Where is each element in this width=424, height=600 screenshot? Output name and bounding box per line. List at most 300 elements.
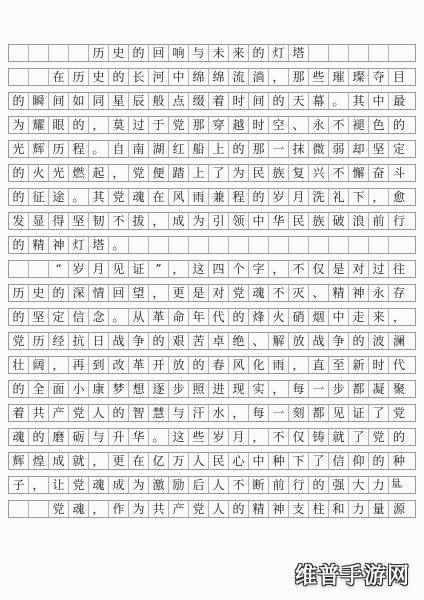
grid-cell: 踏 (169, 165, 189, 181)
grid-cell: 慧 (149, 405, 169, 421)
grid-cell: 洗 (309, 189, 329, 205)
grid-cell: 不 (269, 429, 289, 445)
grid-cell: 量。 (391, 479, 407, 490)
grid-cell: 现 (229, 381, 249, 397)
grid-cell (9, 501, 29, 517)
grid-cell: 起 (89, 165, 109, 181)
grid-cell: 间 (249, 93, 269, 109)
grid-cell: 一 (269, 405, 289, 421)
grid-cell: 是 (329, 261, 349, 277)
grid-cell: 时 (229, 93, 249, 109)
grid-cell: 风 (229, 357, 249, 373)
grid-cell: 的 (129, 45, 149, 61)
text-row (8, 404, 416, 422)
grid-cell: 梦 (109, 381, 129, 397)
grid-cell: 种 (392, 454, 405, 468)
grid-cell: 的 (229, 141, 249, 157)
grid-cell: 党 (369, 429, 389, 445)
grid-cell: 中 (169, 69, 189, 85)
grid-cell: 硝 (289, 309, 309, 325)
grid-cell (9, 69, 29, 85)
grid-cell: 便 (149, 165, 169, 181)
grid-cell: 和 (329, 501, 349, 517)
grid-cell: ， (229, 405, 249, 421)
grid-cell: 。 (329, 93, 349, 109)
text-row (8, 476, 416, 494)
grid-cell: 信 (69, 309, 89, 325)
grid-cell: 心 (229, 453, 249, 469)
grid-cell: 再 (69, 357, 89, 373)
grid-cell (389, 237, 409, 253)
grid-cell: 于 (149, 117, 169, 133)
grid-cell: 红 (169, 141, 189, 157)
grid-cell: 代 (392, 358, 405, 372)
grid-cell (269, 237, 289, 253)
text-row (8, 332, 416, 350)
grid-cell: ， (269, 261, 289, 277)
grid-cell: 却 (349, 141, 369, 157)
grid-cell: 仰 (349, 453, 369, 469)
grid-cell: 神 (349, 285, 369, 301)
grid-cell: 对 (209, 285, 229, 301)
grid-cell: 魂 (129, 189, 149, 205)
grid-cell: 历 (69, 69, 89, 85)
grid-cell: 汗 (189, 405, 209, 421)
grid-cell: ， (89, 117, 109, 133)
text-row (8, 188, 416, 206)
grid-cell: 那 (189, 117, 209, 133)
grid-cell: 断 (249, 477, 269, 493)
grid-cell: 不 (109, 213, 129, 229)
grid-cell: 湖 (149, 141, 169, 157)
grid-cell: 的 (69, 117, 89, 133)
grid-cell: 年 (189, 309, 209, 325)
text-row (8, 452, 416, 470)
grid-cell: 康 (89, 381, 109, 397)
grid-cell: 目 (392, 70, 405, 84)
grid-cell: 人 (209, 477, 229, 493)
grid-cell: 力 (369, 477, 389, 493)
grid-cell: 上 (209, 141, 229, 157)
grid-cell (129, 237, 149, 253)
grid-cell: 光 (9, 141, 29, 157)
grid-cell: 自 (109, 141, 129, 157)
grid-cell (29, 261, 49, 277)
grid-cell: 塔 (89, 237, 109, 253)
grid-cell: 党 (229, 285, 249, 301)
grid-cell: 的 (9, 165, 29, 181)
grid-cell (209, 237, 229, 253)
grid-cell: 了 (209, 165, 229, 181)
grid-cell: 、 (309, 285, 329, 301)
grid-cell: 见 (329, 405, 349, 421)
grid-cell: 党 (169, 117, 189, 133)
grid-cell: 一 (269, 141, 289, 157)
grid-cell: 了 (309, 453, 329, 469)
grid-cell (329, 237, 349, 253)
grid-cell: 兴 (309, 165, 329, 181)
grid-cell (349, 237, 369, 253)
grid-cell: 不 (329, 165, 349, 181)
grid-cell: 成 (109, 477, 129, 493)
grid-cell: 风 (169, 189, 189, 205)
grid-cell: 穿 (209, 117, 229, 133)
grid-cell: 坚 (29, 309, 49, 325)
grid-cell: 万 (169, 453, 189, 469)
grid-cell: 产 (169, 501, 189, 517)
grid-cell (29, 69, 49, 85)
grid-cell: 火 (269, 309, 289, 325)
grid-cell: 到 (89, 357, 109, 373)
grid-cell: 战 (309, 333, 329, 349)
grid-cell: 魂 (249, 285, 269, 301)
grid-cell: 信 (329, 453, 349, 469)
grid-cell: 澜 (392, 334, 405, 348)
grid-cell: ， (392, 310, 405, 324)
text-row (8, 428, 416, 446)
manuscript-grid (8, 44, 416, 524)
grid-cell: 了 (349, 429, 369, 445)
grid-cell: 魂 (9, 429, 29, 445)
grid-cell: 革 (129, 357, 149, 373)
grid-cell: 光 (49, 165, 69, 181)
grid-cell: 瞬 (29, 93, 49, 109)
grid-cell: 为 (129, 477, 149, 493)
grid-cell: 了 (369, 405, 389, 421)
grid-cell: 弱 (329, 141, 349, 157)
grid-cell (9, 261, 29, 277)
grid-cell: 的 (189, 357, 209, 373)
grid-cell: 史 (29, 285, 49, 301)
grid-cell: 人 (209, 501, 229, 517)
grid-cell: 阔 (29, 357, 49, 373)
grid-cell: 日 (89, 333, 109, 349)
grid-cell: 证 (129, 261, 149, 277)
grid-cell: 南 (129, 141, 149, 157)
grid-cell (349, 45, 369, 61)
grid-cell: 如 (69, 93, 89, 109)
grid-cell: 深 (69, 285, 89, 301)
grid-cell (149, 237, 169, 253)
grid-cell: 子 (9, 477, 29, 493)
grid-cell: 船 (189, 141, 209, 157)
grid-cell: 过 (129, 117, 149, 133)
text-row (8, 500, 416, 518)
grid-cell: 空 (269, 117, 289, 133)
grid-cell: ， (49, 357, 69, 373)
grid-cell (229, 237, 249, 253)
grid-cell: 族 (269, 165, 289, 181)
grid-cell: 的 (9, 381, 29, 397)
grid-cell: 流 (229, 69, 249, 85)
grid-cell: 是 (189, 285, 209, 301)
grid-cell: 魂 (69, 501, 89, 517)
grid-cell: 化 (249, 357, 269, 373)
text-row (8, 116, 416, 134)
grid-cell: 精 (329, 285, 349, 301)
grid-cell (69, 45, 89, 61)
grid-cell: 般 (149, 93, 169, 109)
grid-cell: 间 (49, 93, 69, 109)
grid-cell: ， (269, 381, 289, 397)
grid-cell: 绝 (229, 333, 249, 349)
grid-cell: 前 (269, 477, 289, 493)
grid-cell: 破 (329, 213, 349, 229)
grid-cell: 仅 (309, 261, 329, 277)
text-row (8, 380, 416, 398)
grid-cell: 精 (249, 501, 269, 517)
grid-cell: 党 (129, 165, 149, 181)
grid-cell: 族 (309, 213, 329, 229)
grid-cell: 最 (392, 94, 405, 108)
grid-cell: 辉 (29, 141, 49, 157)
site-watermark: 维普手游网 (294, 564, 410, 589)
grid-cell (329, 45, 349, 61)
grid-cell: 党 (69, 405, 89, 421)
grid-cell (309, 237, 329, 253)
grid-cell: 走 (349, 309, 369, 325)
grid-cell: 。 (89, 141, 109, 157)
grid-cell (29, 45, 49, 61)
grid-cell: 字 (249, 261, 269, 277)
grid-cell: 在 (129, 453, 149, 469)
grid-cell: 历 (89, 45, 109, 61)
grid-cell: 波 (369, 333, 389, 349)
grid-cell: 情 (89, 285, 109, 301)
grid-cell: 力 (349, 501, 369, 517)
grid-cell: 引 (209, 213, 229, 229)
grid-cell: 艰 (169, 333, 189, 349)
grid-cell: 至 (329, 357, 349, 373)
grid-cell: 量 (369, 501, 389, 517)
grid-cell: 升 (109, 429, 129, 445)
grid-cell: 争 (329, 333, 349, 349)
grid-cell: 卓 (209, 333, 229, 349)
text-row (8, 140, 416, 158)
grid-cell: ， (149, 213, 169, 229)
grid-cell: 成 (169, 213, 189, 229)
grid-cell: 人 (189, 453, 209, 469)
grid-cell: 为 (9, 117, 29, 133)
grid-cell: 璨 (349, 69, 369, 85)
title-row (8, 44, 416, 62)
grid-cell: 证 (349, 405, 369, 421)
grid-cell: 聚 (392, 382, 405, 396)
grid-cell: 同 (89, 93, 109, 109)
grid-cell: 支 (289, 501, 309, 517)
grid-cell: 四 (209, 261, 229, 277)
grid-cell: ， (89, 501, 109, 517)
grid-cell: 都 (309, 405, 329, 421)
grid-cell: 念 (89, 309, 109, 325)
grid-cell (29, 501, 49, 517)
grid-cell: 砺 (69, 429, 89, 445)
grid-cell: 着 (209, 93, 229, 109)
grid-cell: 兼 (209, 189, 229, 205)
grid-cell: 的 (49, 285, 69, 301)
grid-cell (369, 237, 389, 253)
grid-cell: 其 (349, 93, 369, 109)
grid-cell: 。 (109, 309, 129, 325)
grid-cell: 抹 (289, 141, 309, 157)
grid-cell: 这 (189, 261, 209, 277)
grid-cell: ， (169, 261, 189, 277)
grid-cell: 辰 (129, 93, 149, 109)
grid-cell: 灭 (289, 285, 309, 301)
grid-cell: 煌 (29, 453, 49, 469)
grid-cell: 的 (29, 429, 49, 445)
grid-cell: 与 (169, 405, 189, 421)
grid-cell: 月 (289, 189, 309, 205)
grid-cell: 的 (249, 189, 269, 205)
grid-cell: 回 (149, 45, 169, 61)
grid-cell: 民 (209, 453, 229, 469)
grid-cell: 塔 (289, 45, 309, 61)
grid-cell (249, 237, 269, 253)
grid-cell: 步 (329, 381, 349, 397)
grid-cell: 中 (329, 309, 349, 325)
grid-cell: 共 (29, 405, 49, 421)
grid-cell: 逐 (149, 381, 169, 397)
grid-cell: 火 (29, 165, 49, 181)
grid-cell: 得 (49, 213, 69, 229)
grid-cell: 前 (369, 213, 389, 229)
text-row (8, 164, 416, 182)
grid-cell: 的 (149, 333, 169, 349)
grid-cell: 岁 (209, 429, 229, 445)
grid-cell: 步 (169, 381, 189, 397)
grid-cell: 星 (109, 93, 129, 109)
grid-cell: 下 (289, 453, 309, 469)
grid-cell: 雨 (189, 189, 209, 205)
grid-cell: 莫 (109, 117, 129, 133)
grid-cell: 斗 (392, 166, 405, 180)
grid-cell: 党 (49, 501, 69, 517)
grid-cell: 为 (129, 501, 149, 517)
grid-cell: 时 (249, 117, 269, 133)
grid-cell: ” (149, 261, 169, 277)
grid-cell: 礼 (329, 189, 349, 205)
grid-cell: 历 (9, 285, 29, 301)
grid-cell: 回 (109, 285, 129, 301)
grid-cell: 不 (289, 261, 309, 277)
grid-cell: 、 (289, 117, 309, 133)
grid-cell: 开 (149, 357, 169, 373)
grid-cell: 坚 (69, 213, 89, 229)
grid-cell (169, 237, 189, 253)
grid-cell: 过 (369, 261, 389, 277)
grid-cell (9, 45, 29, 61)
grid-cell: 励 (169, 477, 189, 493)
grid-cell: 凝 (369, 381, 389, 397)
grid-cell: 想 (129, 381, 149, 397)
grid-cell: 中 (369, 93, 389, 109)
grid-cell: 史 (89, 69, 109, 85)
grid-cell (189, 237, 209, 253)
grid-cell: 雨 (269, 357, 289, 373)
grid-cell: 亿 (149, 453, 169, 469)
grid-cell: 柱 (309, 501, 329, 517)
grid-cell: 与 (189, 45, 209, 61)
grid-cell: 些 (189, 429, 209, 445)
grid-cell: 。 (149, 429, 169, 445)
grid-cell: 领 (229, 213, 249, 229)
grid-cell: 改 (109, 357, 129, 373)
grid-cell: 就 (329, 429, 349, 445)
grid-cell: 战 (109, 333, 129, 349)
grid-cell: 后 (189, 477, 209, 493)
text-row (8, 68, 416, 86)
grid-cell: 民 (249, 165, 269, 181)
grid-cell: 永 (309, 117, 329, 133)
grid-cell: 解 (269, 333, 289, 349)
grid-cell: ， (249, 429, 269, 445)
grid-cell: 辉 (9, 453, 29, 469)
grid-cell: 淌 (249, 69, 269, 85)
grid-cell: 微 (309, 141, 329, 157)
grid-cell: 懈 (349, 165, 369, 181)
grid-cell: ， (269, 69, 289, 85)
grid-cell: 刻 (289, 405, 309, 421)
grid-cell: 见 (109, 261, 129, 277)
grid-cell: 定 (49, 309, 69, 325)
grid-cell: 在 (49, 69, 69, 85)
grid-cell: 从 (129, 309, 149, 325)
grid-cell: 褪 (349, 117, 369, 133)
grid-cell: 。 (109, 237, 129, 253)
grid-cell: 往 (392, 262, 405, 276)
grid-cell: 党 (109, 189, 129, 205)
grid-cell: 神 (269, 501, 289, 517)
grid-cell: 的 (369, 453, 389, 469)
grid-cell: 不 (229, 477, 249, 493)
grid-cell: ， (109, 165, 129, 181)
grid-cell: 小 (69, 381, 89, 397)
grid-cell: 灯 (69, 237, 89, 253)
grid-cell: 面 (49, 381, 69, 397)
grid-cell: 那 (249, 141, 269, 157)
grid-cell: 磨 (49, 429, 69, 445)
grid-cell: 进 (209, 381, 229, 397)
grid-cell: 的 (229, 309, 249, 325)
grid-cell: 的 (269, 93, 289, 109)
grid-cell: 幕 (309, 93, 329, 109)
grid-cell: 革 (149, 309, 169, 325)
grid-cell: 照 (189, 381, 209, 397)
grid-cell: 精 (29, 237, 49, 253)
grid-cell: 永 (369, 285, 389, 301)
grid-cell: 华 (129, 429, 149, 445)
grid-cell: 源 (392, 502, 405, 516)
text-row (8, 260, 416, 278)
grid-cell: 夺 (369, 69, 389, 85)
grid-cell: 历 (29, 333, 49, 349)
grid-cell: 作 (109, 501, 129, 517)
grid-cell: 程 (69, 141, 89, 157)
grid-cell: 春 (209, 357, 229, 373)
grid-cell: 种 (269, 453, 289, 469)
grid-cell: 绵 (209, 69, 229, 85)
grid-cell: 经 (49, 333, 69, 349)
grid-cell: 韧 (89, 213, 109, 229)
grid-cell: 灯 (269, 45, 289, 61)
grid-cell: 都 (349, 381, 369, 397)
grid-cell: 智 (129, 405, 149, 421)
grid-cell: 烟 (309, 309, 329, 325)
grid-cell: 党 (69, 477, 89, 493)
grid-cell: 行 (289, 477, 309, 493)
grid-cell: 天 (289, 93, 309, 109)
